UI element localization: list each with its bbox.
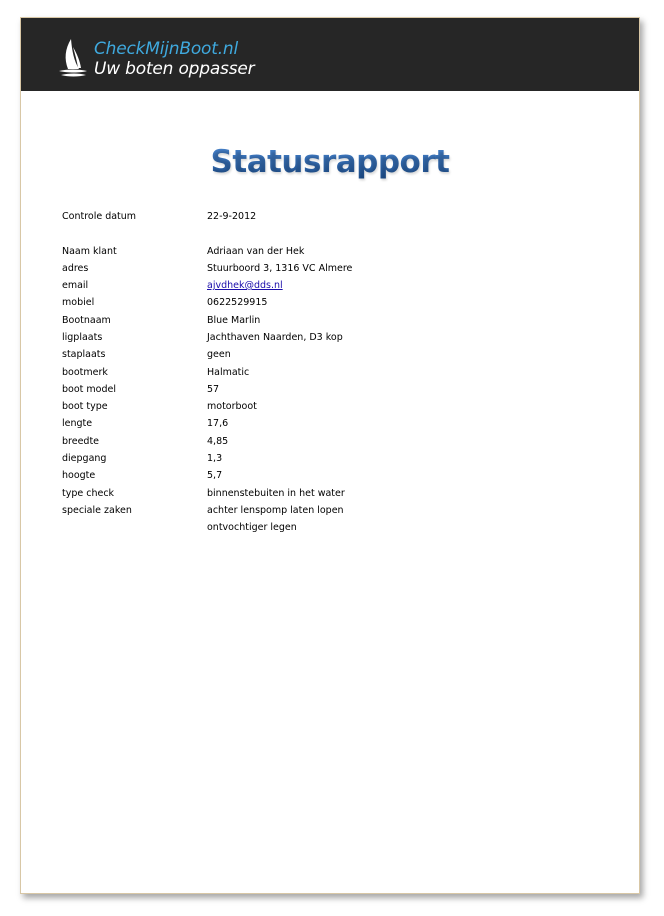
field-label: breedte (62, 436, 100, 447)
field-label: speciale zaken (62, 505, 132, 516)
field-value: Blue Marlin (207, 315, 261, 326)
field-value: 57 (207, 384, 220, 395)
field-label: staplaats (62, 349, 106, 360)
field-label: lengte (62, 418, 93, 429)
field-value: Jachthaven Naarden, D3 kop (207, 332, 343, 343)
field-label: Controle datum (62, 211, 137, 222)
field-label: Naam klant (62, 246, 117, 257)
field-value: 22-9-2012 (207, 211, 257, 222)
field-value: motorboot (207, 401, 257, 412)
field-label: boot model (62, 384, 116, 395)
email-link[interactable]: ajvdhek@dds.nl (207, 280, 283, 291)
document-page (20, 17, 640, 894)
page-title: Statusrapport (21, 144, 639, 180)
field-label: Bootnaam (62, 315, 111, 326)
field-value: 17,6 (207, 418, 229, 429)
field-label: adres (62, 263, 89, 274)
sailboat-icon (57, 37, 89, 79)
field-value: geen (207, 349, 231, 360)
field-label: email (62, 280, 89, 291)
brand-name: CheckMijnBoot.nl (94, 39, 239, 59)
field-value: Stuurboord 3, 1316 VC Almere (207, 263, 353, 274)
field-label: boot type (62, 401, 108, 412)
field-value: ontvochtiger legen (207, 522, 297, 533)
field-label: mobiel (62, 297, 95, 308)
field-label: type check (62, 488, 115, 499)
field-label: hoogte (62, 470, 96, 481)
page-header (21, 18, 639, 91)
field-value: binnenstebuiten in het water (207, 488, 345, 499)
field-label: bootmerk (62, 367, 108, 378)
field-value: 5,7 (207, 470, 223, 481)
field-label: ligplaats (62, 332, 103, 343)
field-value: Adriaan van der Hek (207, 246, 305, 257)
field-value: 1,3 (207, 453, 223, 464)
field-value: Halmatic (207, 367, 250, 378)
field-value: 4,85 (207, 436, 229, 447)
field-value: 0622529915 (207, 297, 268, 308)
field-label: diepgang (62, 453, 107, 464)
field-value: achter lenspomp laten lopen (207, 505, 344, 516)
brand-tagline: Uw boten oppasser (94, 59, 255, 79)
